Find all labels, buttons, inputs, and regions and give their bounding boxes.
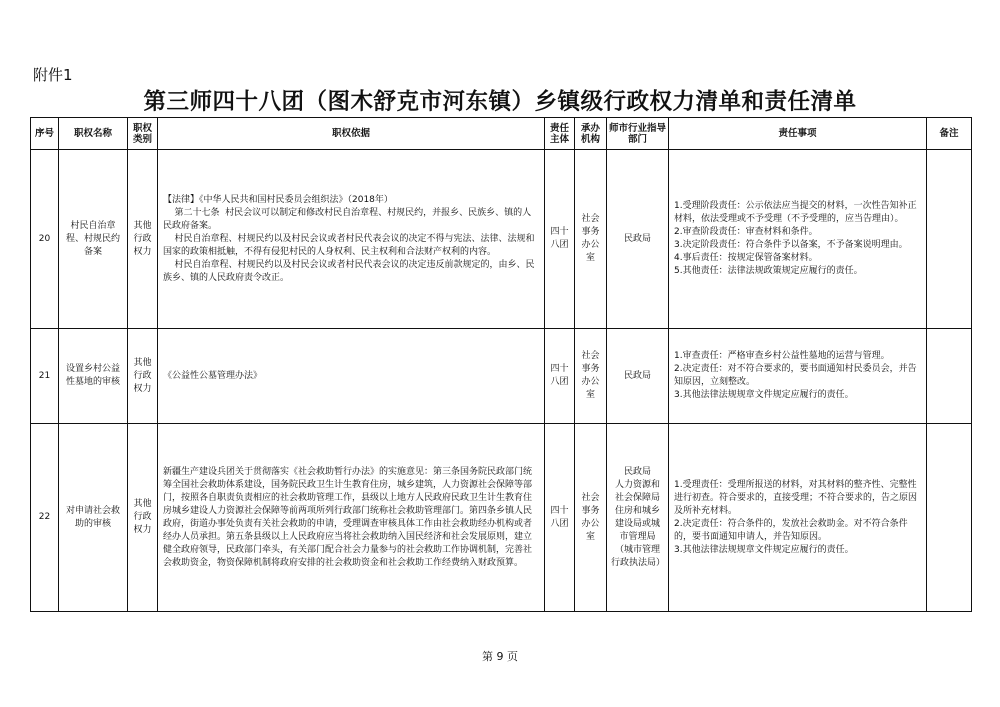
- row-name: 对申请社会救助的审核: [59, 424, 128, 612]
- row-guide-dept: 民政局 人力资源和社会保障局 住房和城乡建设局或城市管理局（城市管理行政执法局）: [607, 424, 669, 612]
- row-category: 其他行政权力: [128, 424, 158, 612]
- row-duties: 1.受理阶段责任：公示依法应当提交的材料，一次性告知补正材料，依法受理或不予受理（不予受理的，应当告理由）。 2.审查阶段责任：审查材料和条件。 3.决定阶段责任：符合条件予以备案，不予备案说明理由。 4.事后责任：按规定保管备案材料。 5.其他责任：法律法规政策规定应履行的责任。: [669, 150, 927, 329]
- row-guide-dept: 民政局: [607, 150, 669, 329]
- table-header-row: [31, 118, 972, 150]
- header-subject: 责任主体: [545, 118, 575, 150]
- row-agency: 社会事务办公室: [575, 150, 607, 329]
- row-duties: 1.受理责任：受理所报送的材料，对其材料的整齐性、完整性进行初查。符合要求的，直接受理；不符合要求的，告之原因及所补充材料。 2.决定责任：符合条件的，发放社会救助金。对不符合条件的，要书面通知申请人，并告知原因。 3.其他法律法规规章文件规定应履行的责任。: [669, 424, 927, 612]
- power-list-table: [30, 117, 972, 612]
- table-row: [31, 424, 972, 612]
- row-category: 其他行政权力: [128, 329, 158, 424]
- header-basis: 职权依据: [158, 118, 545, 150]
- document-title: 第三师四十八团（图木舒克市河东镇）乡镇级行政权力清单和责任清单: [143, 89, 857, 115]
- header-seq: 序号: [31, 118, 59, 150]
- header-category: 职权类别: [128, 118, 158, 150]
- row-subject: 四十八团: [545, 329, 575, 424]
- row-subject: 四十八团: [545, 150, 575, 329]
- row-remark: [927, 150, 972, 329]
- row-seq: 21: [31, 329, 59, 424]
- row-name: 设置乡村公益性墓地的审核: [59, 329, 128, 424]
- row-basis: 《公益性公墓管理办法》: [158, 329, 545, 424]
- table-row: [31, 150, 972, 329]
- attachment-label: 附件1: [33, 66, 73, 84]
- row-basis: 新疆生产建设兵团关于贯彻落实《社会救助暂行办法》的实施意见：第三条国务院民政部门统筹全国社会救助体系建设，国务院民政卫生计生教育住房，城乡建筑，人力资源社会保障等部门，按照各自职责负责相应的社会救助管理工作，县级以上地方人民政府民政卫生计生教育住房城乡建设人力资源社会保障等前两项所列行政部门统称社会救助管理部门。第四条乡镇人民政府，街道办事处负责有关社会救助的申请，受理调查审核具体工作由社会救助经办机构或者经办人员承担。第五条县级以上人民政府应当将社会救助纳入国民经济和社会发展原则，建立健全政府领导，民政部门牵头，有关部门配合社会力量参与的社会救助工作协调机制，完善社会救助资金，物资保障机制将政府安排的社会救助资金和社会救助工作经费纳入财政预算。: [158, 424, 545, 612]
- row-category: 其他行政权力: [128, 150, 158, 329]
- row-subject: 四十八团: [545, 424, 575, 612]
- row-agency: 社会事务办公室: [575, 424, 607, 612]
- header-agency: 承办机构: [575, 118, 607, 150]
- row-seq: 20: [31, 150, 59, 329]
- row-seq: 22: [31, 424, 59, 612]
- row-duties: 1.审查责任：严格审查乡村公益性墓地的运营与管理。 2.决定责任：对不符合要求的，要书面通知村民委员会，并告知原因，立刻整改。 3.其他法律法规规章文件规定应履行的责任。: [669, 329, 927, 424]
- row-agency: 社会事务办公室: [575, 329, 607, 424]
- header-guide-dept: 师市行业指导部门: [607, 118, 669, 150]
- row-name: 村民自治章程、村规民约备案: [59, 150, 128, 329]
- table-row: [31, 329, 972, 424]
- row-guide-dept: 民政局: [607, 329, 669, 424]
- row-remark: [927, 424, 972, 612]
- header-name: 职权名称: [59, 118, 128, 150]
- row-remark: [927, 329, 972, 424]
- header-duties: 责任事项: [669, 118, 927, 150]
- page-number: 第 9 页: [482, 650, 518, 663]
- row-basis: 【法律】《中华人民共和国村民委员会组织法》（2018年） 第二十七条 村民会议可以制定和修改村民自治章程、村规民约，并报乡、民族乡、镇的人民政府备案。 村民自治章程、村规民约以及村民会议或者村民代表会议的决定不得与宪法、法律、法规和国家的政策相抵触，不得有侵犯村民的人身权利、民主权利和合法财产权利的内容。 村民自治章程、村规民约以及村民会议或者村民代表会议的决定违反前款规定的，由乡、民族乡、镇的人民政府责令改正。: [158, 150, 545, 329]
- header-remark: 备注: [927, 118, 972, 150]
